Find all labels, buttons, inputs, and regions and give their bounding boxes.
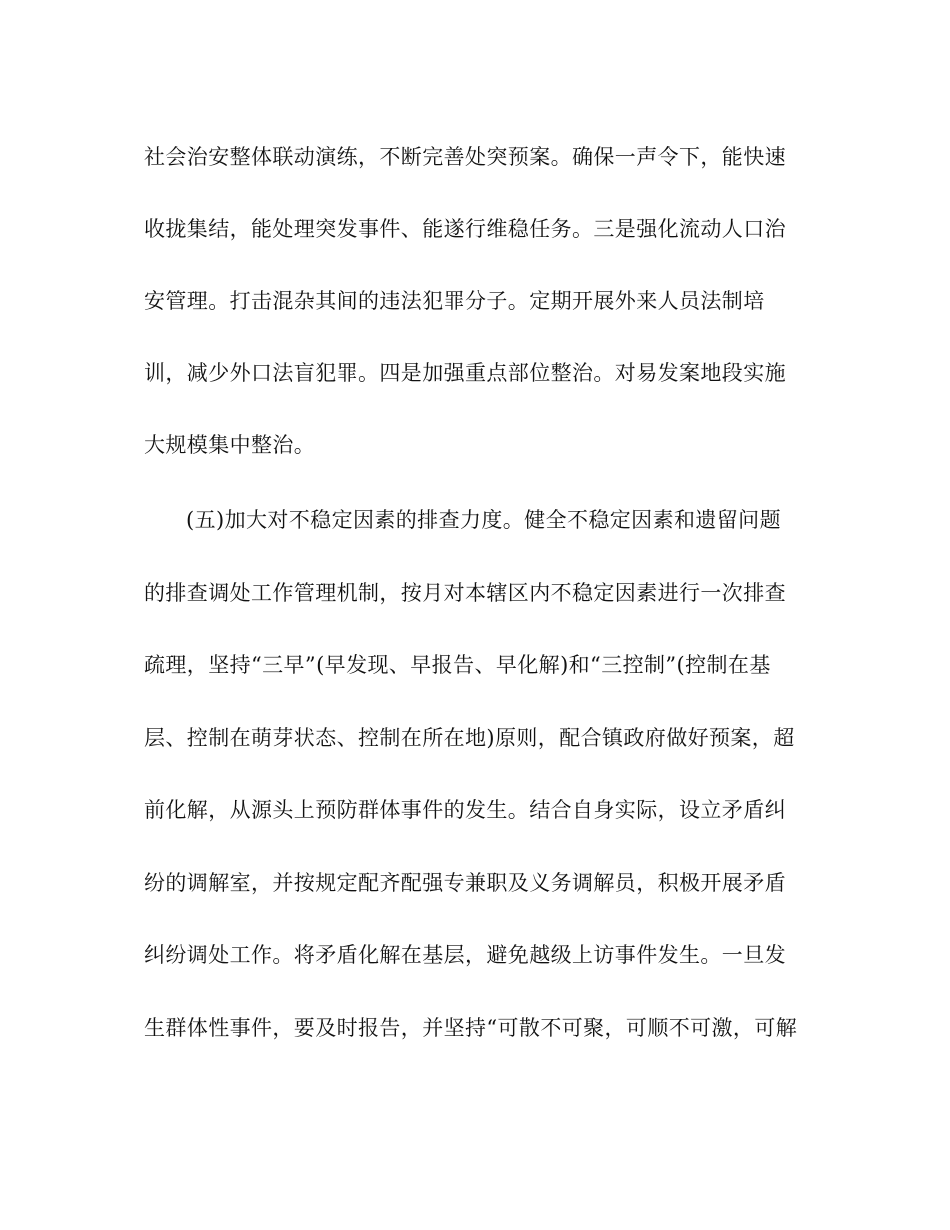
text-line: 收拢集结，能处理突发事件、能遂行维稳任务。三是强化流动人口治 bbox=[144, 217, 786, 241]
text-line: 层、控制在萌芽状态、控制在所在地)原则，配合镇政府做好预案，超 bbox=[144, 726, 795, 750]
text-line: 纠纷调处工作。将矛盾化解在基层，避免越级上访事件发生。一旦发 bbox=[144, 943, 786, 967]
text-line: 纷的调解室，并按规定配齐配强专兼职及义务调解员，积极开展矛盾 bbox=[144, 871, 786, 895]
text-line: 训，减少外口法盲犯罪。四是加强重点部位整治。对易发案地段实施 bbox=[144, 361, 786, 385]
paragraph-start-line: (五)加大对不稳定因素的排查力度。健全不稳定因素和遗留问题 bbox=[186, 508, 781, 532]
text-line: 安管理。打击混杂其间的违法犯罪分子。定期开展外来人员法制培 bbox=[144, 289, 765, 313]
text-line: 前化解，从源头上预防群体事件的发生。结合自身实际，设立矛盾纠 bbox=[144, 798, 786, 822]
text-line: 社会治安整体联动演练，不断完善处突预案。确保一声令下，能快速 bbox=[144, 145, 786, 169]
text-line: 疏理，坚持“三早”(早发现、早报告、早化解)和“三控制”(控制在基 bbox=[144, 653, 771, 677]
text-line: 生群体性事件，要及时报告，并坚持“可散不可聚，可顺不可激，可解 bbox=[144, 1016, 798, 1040]
text-line: 大规模集中整治。 bbox=[144, 433, 316, 457]
text-line: 的排查调处工作管理机制，按月对本辖区内不稳定因素进行一次排查 bbox=[144, 581, 786, 605]
